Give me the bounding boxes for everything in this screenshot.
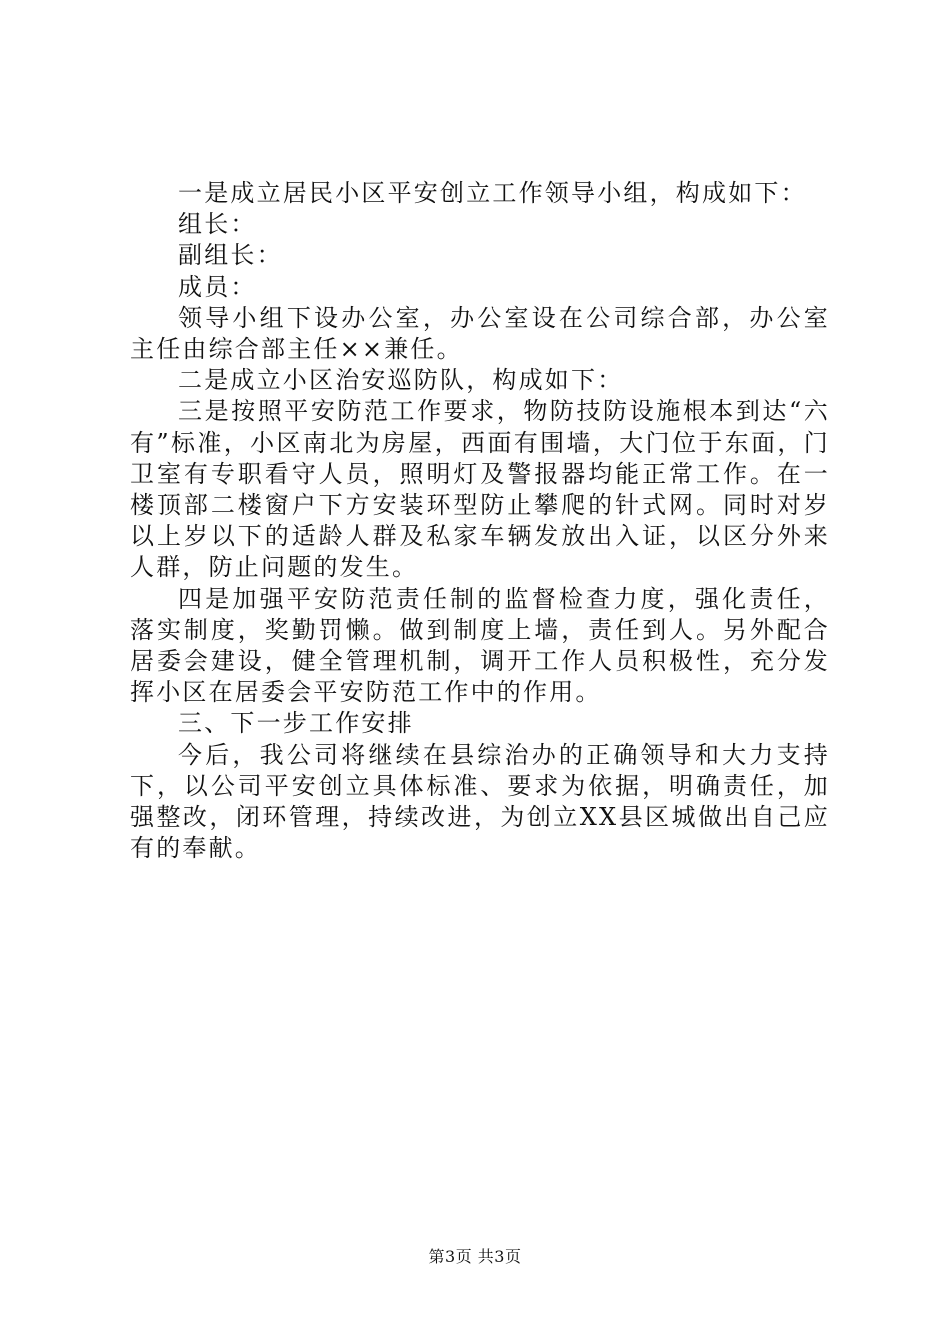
paragraph-deputy-leader: 副组长： <box>178 241 283 270</box>
paragraph-patrol-team: 二是成立小区治安巡防队，构成如下： <box>178 366 624 395</box>
paragraph-leadership-group: 一是成立居民小区平安创立工作领导小组，构成如下： <box>178 179 807 207</box>
paragraph-group-leader: 组长： <box>178 210 257 239</box>
paragraph-members: 成员： <box>178 272 257 301</box>
document-body <box>130 178 830 864</box>
paragraph-responsibility: 四是加强平安防范责任制的监督检查力度，强化责任，落实制度，奖勤罚懒。做到制度上墙，责任到人。另外配合居委会建设，健全管理机制，调开工作人员积极性，充分发挥小区在居委会平安防范工作中的作用。 <box>130 584 830 707</box>
paragraph-facilities: 三是按照平安防范工作要求，物防技防设施根本到达“六有”标准，小区南北为房屋，西面有围墙，大门位于东面，门卫室有专职看守人员，照明灯及警报器均能正常工作。在一楼顶部二楼窗户下方安装环型防止攀爬的针式网。同时对岁以上岁以下的适龄人群及私家车辆发放出入证，以区分外来人群，防止问题的发生。 <box>130 397 830 582</box>
paragraph-office: 领导小组下设办公室，办公室设在公司综合部，办公室主任由综合部主任××兼任。 <box>130 303 830 364</box>
page-number-footer: 第3页 共3页 <box>428 1247 522 1266</box>
paragraph-future-plan: 今后，我公司将继续在县综治办的正确领导和大力支持下，以公司平安创立具体标准、要求为依据，明确责任，加强整改，闭环管理，持续改进，为创立XX县区城做出自己应有的奉献。 <box>130 740 830 863</box>
section-heading-next-steps: 三、下一步工作安排 <box>178 709 414 738</box>
